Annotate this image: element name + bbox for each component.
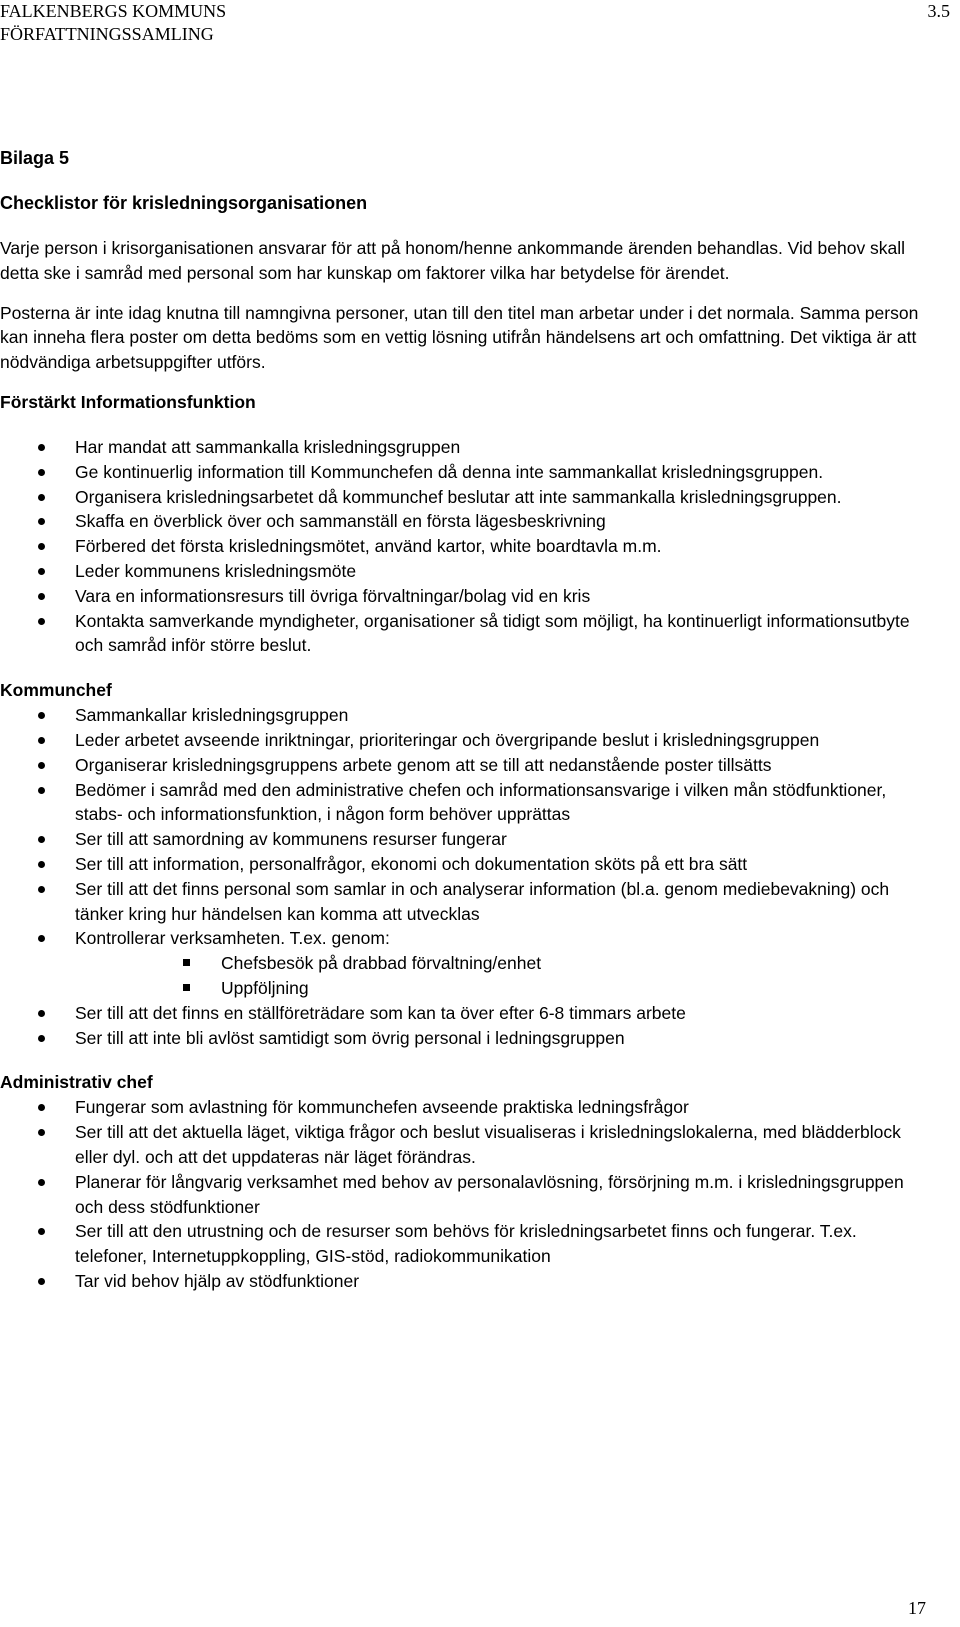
sub-list-item (75, 951, 925, 976)
list-item-text: Tar vid behov hjälp av stödfunktioner (75, 1270, 360, 1291)
bullet-icon (38, 1129, 45, 1136)
bullet-icon (38, 787, 45, 794)
bullet-icon (38, 494, 45, 501)
bullet-icon (38, 593, 45, 600)
list-item-text: Ge kontinuerlig information till Kommunchefen då denna inte sammankallat krisledningsgruppen. (75, 461, 824, 482)
list-item-text: Kontakta samverkande myndigheter, organisationer så tidigt som möjligt, ha kontinuerligt informationsutbyte och samråd inför större beslut. (75, 610, 910, 656)
list-item (0, 435, 925, 460)
list-item (0, 1001, 925, 1026)
bullet-icon (38, 935, 45, 942)
list-item-text: Ser till att inte bli avlöst samtidigt som övrig personal i ledningsgruppen (75, 1027, 625, 1048)
bullet-icon (38, 1104, 45, 1111)
list-item-text: Ser till att det aktuella läget, viktiga frågor och beslut visualiseras i krisledningslokalerna, med blädderblock eller dyl. och att det uppdateras när läget förändras. (75, 1122, 901, 1167)
document-body (0, 146, 925, 1294)
spacer (0, 1050, 925, 1070)
header-org-line-2: FÖRFATTNINGSSAMLING (0, 24, 214, 44)
list-item-text: Organiserar krisledningsgruppens arbete genom att se till att nedanstående poster tillsätts (75, 754, 772, 775)
bullet-icon (38, 886, 45, 893)
list-item (0, 926, 925, 1000)
bullet-icon (38, 712, 45, 719)
sub-list-item (75, 976, 925, 1001)
page-number: 17 (908, 1598, 926, 1618)
bullet-icon (38, 1278, 45, 1285)
list-item (0, 584, 925, 609)
list-item-text: Ser till att det finns personal som samlar in och analyserar information (bl.a. genom mediebevakning) och tänker kring hur händelsen kan komma att utvecklas (75, 878, 890, 924)
list-item (0, 1219, 925, 1269)
list-item (0, 609, 925, 659)
header-document-number: 3.5 (927, 1, 950, 21)
list-item-text: Ser till att det finns en ställföreträdare som kan ta över efter 6-8 timmars arbete (75, 1002, 686, 1023)
bullet-icon (38, 543, 45, 550)
list-item-text: Organisera krisledningsarbetet då kommunchef beslutar att inte sammankalla krisledningsgruppen. (75, 486, 842, 507)
bullet-icon (38, 737, 45, 744)
kontroll-sublist (75, 951, 925, 1001)
list-item-text: Ser till att samordning av kommunens resurser fungerar (75, 829, 507, 850)
list-item (0, 1095, 925, 1120)
header-org-line-1: FALKENBERGS KOMMUNS (0, 1, 227, 21)
sub-list-item-text: Uppföljning (221, 977, 309, 998)
list-item-text: Leder kommunens krisledningsmöte (75, 560, 357, 581)
list-item (0, 852, 925, 877)
list-item (0, 877, 925, 927)
list-item-text: Bedömer i samråd med den administrative chefen och informationsansvarige i vilken mån stödfunktioner, stabs- och informationsfunktion, i någon form behöver upprättas (75, 779, 887, 825)
section-heading-administrativ-chef: Administrativ chef (0, 1072, 153, 1093)
bullet-icon (38, 836, 45, 843)
header-organization (0, 0, 226, 46)
list-item (0, 827, 925, 852)
list-item-text: Ser till att den utrustning och de resurser som behövs för krisledningsarbetet finns och fungerar. T.ex. telefoner, Internetuppkoppling, GIS-stöd, radiokommunikation (75, 1221, 857, 1267)
appendix-label: Bilaga 5 (0, 148, 70, 168)
list-item (0, 703, 925, 728)
list-item (0, 778, 925, 828)
section-heading-kommunchef: Kommunchef (0, 680, 112, 701)
list-item (0, 559, 925, 584)
list-item (0, 1170, 925, 1220)
bullet-icon (38, 1228, 45, 1235)
bullet-icon (38, 1179, 45, 1186)
list-item (0, 728, 925, 753)
section-heading-informationsfunktion: Förstärkt Informationsfunktion (0, 391, 256, 412)
list-item-text: Vara en informationsresurs till övriga förvaltningar/bolag vid en kris (75, 585, 591, 606)
administrativ-chef-list (0, 1095, 925, 1293)
list-item-text: Har mandat att sammankalla krisledningsgruppen (75, 436, 461, 457)
list-item (0, 485, 925, 510)
list-item-text: Planerar för långvarig verksamhet med behov av personalavlösning, försörjning m.m. i krisledningsgruppen och dess stödfunktioner (75, 1171, 904, 1217)
bullet-icon (38, 861, 45, 868)
informationsfunktion-list (0, 435, 925, 658)
bullet-icon (38, 1035, 45, 1042)
square-bullet-icon (183, 984, 190, 991)
list-item (0, 1120, 925, 1170)
list-item (0, 460, 925, 485)
sub-list-item-text: Chefsbesök på drabbad förvaltning/enhet (221, 953, 542, 974)
list-item-text: Skaffa en överblick över och sammanställ en första lägesbeskrivning (75, 511, 606, 532)
intro-paragraph-2: Posterna är inte idag knutna till namngivna personer, utan till den titel man arbetar under i det normala. Samma person kan inneha flera poster om detta bedöms som en vettig lösning utifrån händelsens art och omfattning. Det viktiga är att nödvändiga arbetsuppgifter utförs. (0, 302, 919, 373)
bullet-icon (38, 762, 45, 769)
square-bullet-icon (183, 959, 190, 966)
bullet-icon (38, 568, 45, 575)
list-item (0, 753, 925, 778)
list-item-text: Förbered det första krisledningsmötet, använd kartor, white boardtavla m.m. (75, 536, 662, 557)
list-item-text: Sammankallar krisledningsgruppen (75, 705, 349, 726)
spacer (0, 658, 925, 678)
bullet-icon (38, 618, 45, 625)
list-item (0, 1026, 925, 1051)
bullet-icon (38, 1010, 45, 1017)
list-item (0, 1269, 925, 1294)
list-item-text: Leder arbetet avseende inriktningar, prioriteringar och övergripande beslut i krisledningsgruppen (75, 729, 820, 750)
list-item-text: Fungerar som avlastning för kommunchefen avseende praktiska ledningsfrågor (75, 1097, 689, 1118)
bullet-icon (38, 518, 45, 525)
bullet-icon (38, 469, 45, 476)
list-item (0, 534, 925, 559)
list-item-text: Ser till att information, personalfrågor, ekonomi och dokumentation sköts på ett bra sätt (75, 853, 748, 874)
bullet-icon (38, 444, 45, 451)
intro-paragraph-1: Varje person i krisorganisationen ansvarar för att på honom/henne ankommande ärenden behandlas. Vid behov skall detta ske i samråd med personal som har kunskap om faktorer vilka har betydelse för ärendet. (0, 238, 906, 283)
kommunchef-list (0, 703, 925, 1050)
list-item-text: Kontrollerar verksamheten. T.ex. genom: (75, 928, 390, 949)
list-item (0, 509, 925, 534)
document-title: Checklistor för krisledningsorganisationen (0, 193, 368, 213)
